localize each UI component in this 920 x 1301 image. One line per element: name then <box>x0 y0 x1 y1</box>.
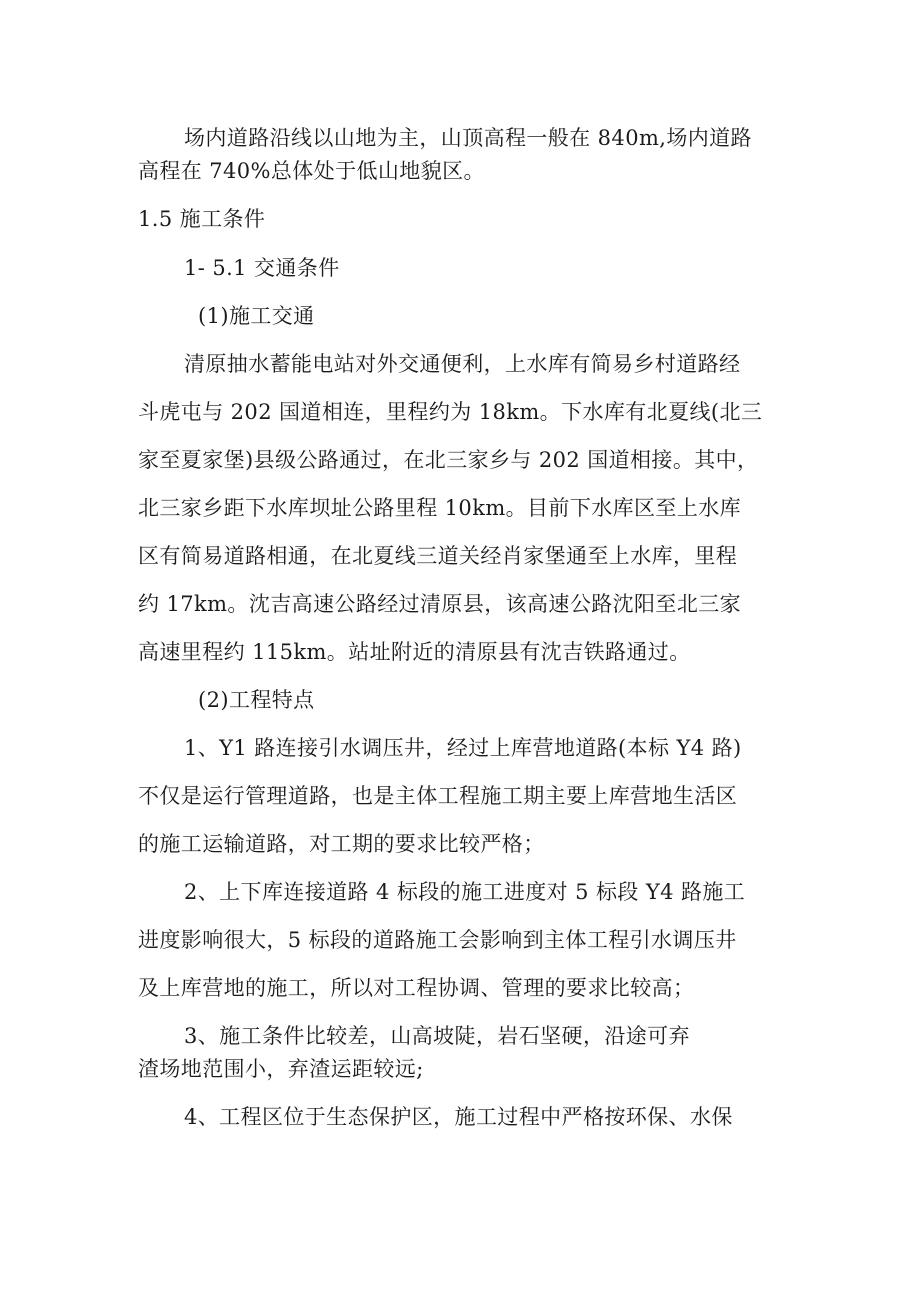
paragraph-line: 约 17km。沈吉高速公路经过清原县，该高速公路沈阳至北三家 <box>138 592 742 616</box>
subsection-heading: 1- 5.1 交通条件 <box>184 256 340 280</box>
subsubsection-heading: (2)工程特点 <box>198 688 315 712</box>
paragraph-line: 高程在 740%总体处于低山地貌区。 <box>138 159 485 183</box>
section-heading: 1.5 施工条件 <box>138 207 266 231</box>
paragraph-line: 北三家乡距下水库坝址公路里程 10km。目前下水库区至上水库 <box>138 496 742 520</box>
paragraph-line: 4、工程区位于生态保护区，施工过程中严格按环保、水保 <box>184 1105 733 1129</box>
paragraph-line: 1、Y1 路连接引水调压井，经过上库营地道路(本标 Y4 路) <box>184 736 742 760</box>
paragraph-line: 区有简易道路相通，在北夏线三道关经肖家堡通至上水库，里程 <box>138 544 738 568</box>
paragraph-line: 斗虎屯与 202 国道相连，里程约为 18km。下水库有北夏线(北三 <box>138 400 763 424</box>
paragraph-line: 不仅是运行管理道路，也是主体工程施工期主要上库营地生活区 <box>138 784 738 808</box>
paragraph-line: 3、施工条件比较差，山高坡陡，岩石坚硬，沿途可弃 <box>184 1024 690 1048</box>
paragraph-line: 场内道路沿线以山地为主，山顶高程一般在 840m,场内道路 <box>184 126 752 150</box>
paragraph-line: 家至夏家堡)县级公路通过，在北三家乡与 202 国道相接。其中， <box>138 448 759 472</box>
paragraph-line: 进度影响很大，5 标段的道路施工会影响到主体工程引水调压井 <box>138 928 737 952</box>
paragraph-line: 及上库营地的施工，所以对工程协调、管理的要求比较高； <box>138 976 695 1000</box>
paragraph-line: 2、上下库连接道路 4 标段的施工进度对 5 标段 Y4 路施工 <box>184 880 746 904</box>
paragraph-line: 清原抽水蓄能电站对外交通便利，上水库有简易乡村道路经 <box>184 352 741 376</box>
paragraph-line: 的施工运输道路，对工期的要求比较严格； <box>138 832 545 856</box>
paragraph-line: 渣场地范围小，弃渣运距较远; <box>138 1057 424 1081</box>
paragraph-line: 高速里程约 115km。站址附近的清原县有沈吉铁路通过。 <box>138 640 691 664</box>
subsubsection-heading: (1)施工交通 <box>198 304 315 328</box>
